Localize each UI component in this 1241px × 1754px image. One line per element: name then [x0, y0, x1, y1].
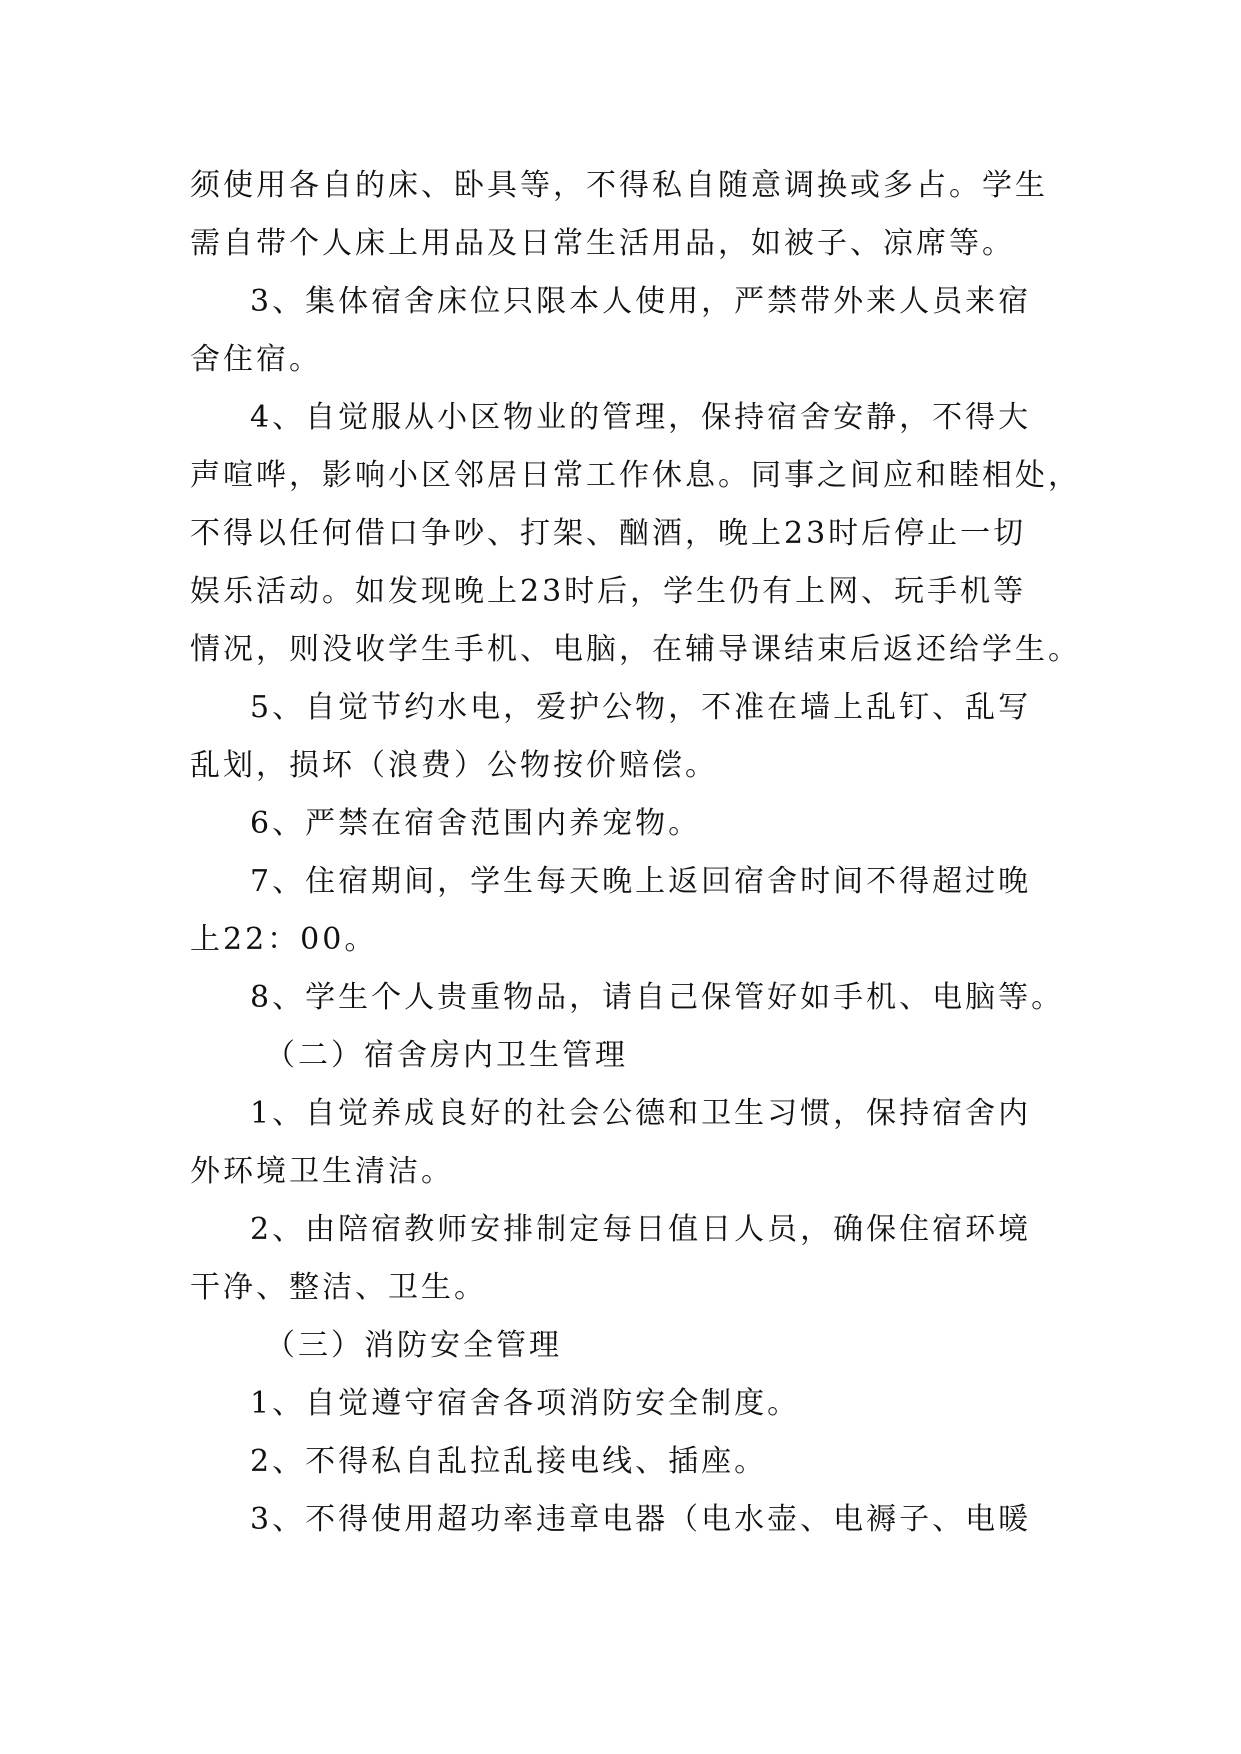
- text-line-4: 舍住宿。: [190, 342, 322, 377]
- text-line-10: 5、自觉节约水电，爱护公物，不准在墙上乱钉、乱写: [250, 690, 1032, 725]
- text-line-22: 1、自觉遵守宿舍各项消防安全制度。: [250, 1386, 801, 1421]
- text-line-5: 4、自觉服从小区物业的管理，保持宿舍安静，不得大: [250, 400, 1032, 435]
- text-line-17: 1、自觉养成良好的社会公德和卫生习惯，保持宿舍内: [250, 1096, 1032, 1131]
- text-line-11: 乱划，损坏（浪费）公物按价赔偿。: [190, 748, 718, 783]
- section-heading-3: （三）消防安全管理: [265, 1328, 562, 1363]
- text-line-24: 3、不得使用超功率违章电器（电水壶、电褥子、电暖: [250, 1502, 1032, 1537]
- text-line-3: 3、集体宿舍床位只限本人使用，严禁带外来人员来宿: [250, 284, 1032, 319]
- text-line-8: 娱乐活动。如发现晚上23时后，学生仍有上网、玩手机等: [190, 574, 1027, 609]
- section-heading-2: （二）宿舍房内卫生管理: [265, 1038, 628, 1073]
- text-line-7: 不得以任何借口争吵、打架、酗酒，晚上23时后停止一切: [190, 516, 1027, 551]
- text-line-12: 6、严禁在宿舍范围内养宠物。: [250, 806, 702, 841]
- text-line-19: 2、由陪宿教师安排制定每日值日人员，确保住宿环境: [250, 1212, 1032, 1247]
- text-line-2: 需自带个人床上用品及日常生活用品，如被子、凉席等。: [190, 226, 1015, 261]
- text-line-14: 上22：00。: [190, 922, 378, 957]
- text-line-15: 8、学生个人贵重物品，请自己保管好如手机、电脑等。: [250, 980, 1065, 1015]
- text-line-13: 7、住宿期间，学生每天晚上返回宿舍时间不得超过晚: [250, 864, 1032, 899]
- text-line-6: 声喧哗，影响小区邻居日常工作休息。同事之间应和睦相处，: [190, 458, 1081, 493]
- text-line-20: 干净、整洁、卫生。: [190, 1270, 487, 1305]
- text-line-18: 外环境卫生清洁。: [190, 1154, 454, 1189]
- text-line-9: 情况，则没收学生手机、电脑，在辅导课结束后返还给学生。: [190, 632, 1081, 667]
- text-line-23: 2、不得私自乱拉乱接电线、插座。: [250, 1444, 768, 1479]
- text-line-1: 须使用各自的床、卧具等，不得私自随意调换或多占。学生: [190, 168, 1048, 203]
